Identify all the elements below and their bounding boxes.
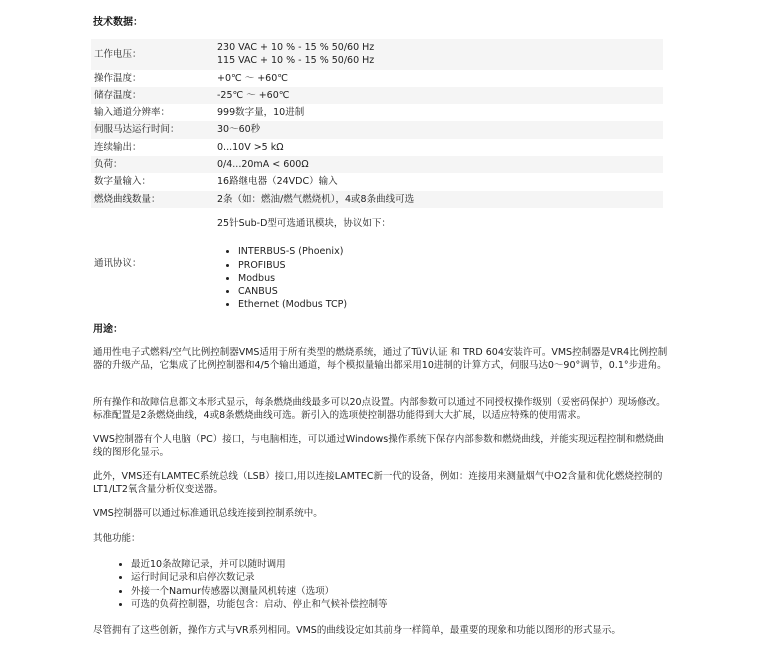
paragraph-3 <box>93 433 673 460</box>
table-row <box>91 139 663 156</box>
list-item: • 外接一个Namur传感器以测量风机转速（选项） <box>131 585 673 598</box>
spec-table <box>91 39 663 320</box>
table-row <box>91 156 663 173</box>
paragraph-5 <box>93 507 673 520</box>
spec-value-load: 0/4...20mA < 600Ω <box>214 156 663 173</box>
paragraph-text: 所有操作和故障信息都文本形式显示，每条燃烧曲线最多可以20点设置。内部参数可以通过不同授权操作级别（妥密码保护）现场修改。标准配置是2条燃烧曲线，4或8条燃烧曲线可选。新引入的选项使控制器功能得到大大扩展，以适应特殊的使用需求。 <box>93 397 666 422</box>
spec-value-input-res: 999数字量，10进制 <box>214 104 663 121</box>
paragraph-2 <box>93 396 673 423</box>
list-item: • PROFIBUS <box>238 259 660 272</box>
paragraph-6 <box>93 532 673 545</box>
closing-paragraph <box>93 624 673 637</box>
spec-value-servo: 30～60秒 <box>214 121 663 138</box>
table-row <box>91 70 663 87</box>
table-row <box>91 208 663 320</box>
spec-value-op-temp: +0℃ ～ +60℃ <box>214 70 663 87</box>
paragraph-text: VWS控制器有个人电脑（PC）接口，与电脑相连，可以通过Windows操作系统下保存内部参数和燃烧曲线，并能实现远程控制和燃烧曲线的图形化显示。 <box>93 434 664 459</box>
list-item: • CANBUS <box>238 285 660 298</box>
table-row <box>91 104 663 121</box>
comm-protocol-list <box>217 245 660 311</box>
spec-label-op-temp: 操作温度： <box>91 70 214 87</box>
spec-value-curves: 2条（如：燃油/燃气燃烧机），4或8条曲线可选 <box>214 191 663 208</box>
spec-label-servo: 伺服马达运行时间： <box>91 121 214 138</box>
spec-value-comm <box>214 208 663 320</box>
paragraph-text: 其他功能： <box>93 533 141 544</box>
paragraph-text: VMS控制器可以通过标准通讯总线连接到控制系统中。 <box>93 508 323 519</box>
list-item: • INTERBUS-S (Phoenix) <box>238 245 660 258</box>
spec-label-comm: 通讯协议： <box>91 208 214 320</box>
table-row <box>91 39 663 70</box>
spec-value-voltage <box>214 39 663 70</box>
paragraph-1 <box>93 346 673 373</box>
usage-heading: 用途： <box>93 324 123 335</box>
list-item: • Modbus <box>238 272 660 285</box>
voltage-line-1: 230 VAC + 10 % - 15 % 50/60 Hz <box>217 42 375 53</box>
table-row <box>91 87 663 104</box>
spec-label-curves: 燃烧曲线数量： <box>91 191 214 208</box>
table-row <box>91 173 663 190</box>
spec-value-digital: 16路继电器（24VDC）输入 <box>214 173 663 190</box>
paragraph-text: 通用性电子式燃料/空气比例控制器VMS适用于所有类型的燃烧系统，通过了TüV认证 和 TRD 604安装许可。VMS控制器是VR4比例控制器的升级产品，它集成了比例控制器和4/5个输出通道，每个模拟量输出都采用10进制的计算方式，伺服马达0～90°调节，0.1°步进角。 <box>93 347 668 372</box>
list-item: • 运行时间记录和启停次数记录 <box>131 571 673 584</box>
comm-intro: 25针Sub-D型可选通讯模块，协议如下： <box>217 217 391 229</box>
paragraph-text: 此外，VMS还有LAMTEC系统总线（LSB）接口,用以连接LAMTEC新一代的设备，例如：连接用来测量烟气中O2含量和优化燃烧控制的LT1/LT2氧含量分析仪变送器。 <box>93 471 663 496</box>
table-row <box>91 191 663 208</box>
paragraph-4 <box>93 470 673 497</box>
list-item: • Ethernet (Modbus TCP) <box>238 298 660 311</box>
spec-heading: 技术数据： <box>93 17 143 28</box>
table-row <box>91 121 663 138</box>
spec-label-store-temp: 储存温度： <box>91 87 214 104</box>
spec-value-store-temp: -25℃ ～ +60℃ <box>214 87 663 104</box>
voltage-line-2: 115 VAC + 10 % - 15 % 50/60 Hz <box>217 55 375 67</box>
spec-label-output: 连续输出： <box>91 139 214 156</box>
list-item: • 最近10条故障记录，并可以随时调用 <box>131 558 673 571</box>
spec-label-voltage: 工作电压： <box>91 39 214 70</box>
function-list <box>93 558 673 611</box>
spec-value-output: 0...10V >5 kΩ <box>214 139 663 156</box>
list-item: • 可选的负荷控制器，功能包含：启动、停止和气候补偿控制等 <box>131 598 673 611</box>
spec-label-digital: 数字量输入： <box>91 173 214 190</box>
function-list-wrap <box>93 558 673 611</box>
spec-label-input-res: 输入通道分辨率： <box>91 104 214 121</box>
paragraph-text: 尽管拥有了这些创新，操作方式与VR系列相同。VMS的曲线设定如其前身一样简单，最重要的现象和功能以图形的形式显示。 <box>93 625 621 636</box>
spec-label-load: 负荷： <box>91 156 214 173</box>
